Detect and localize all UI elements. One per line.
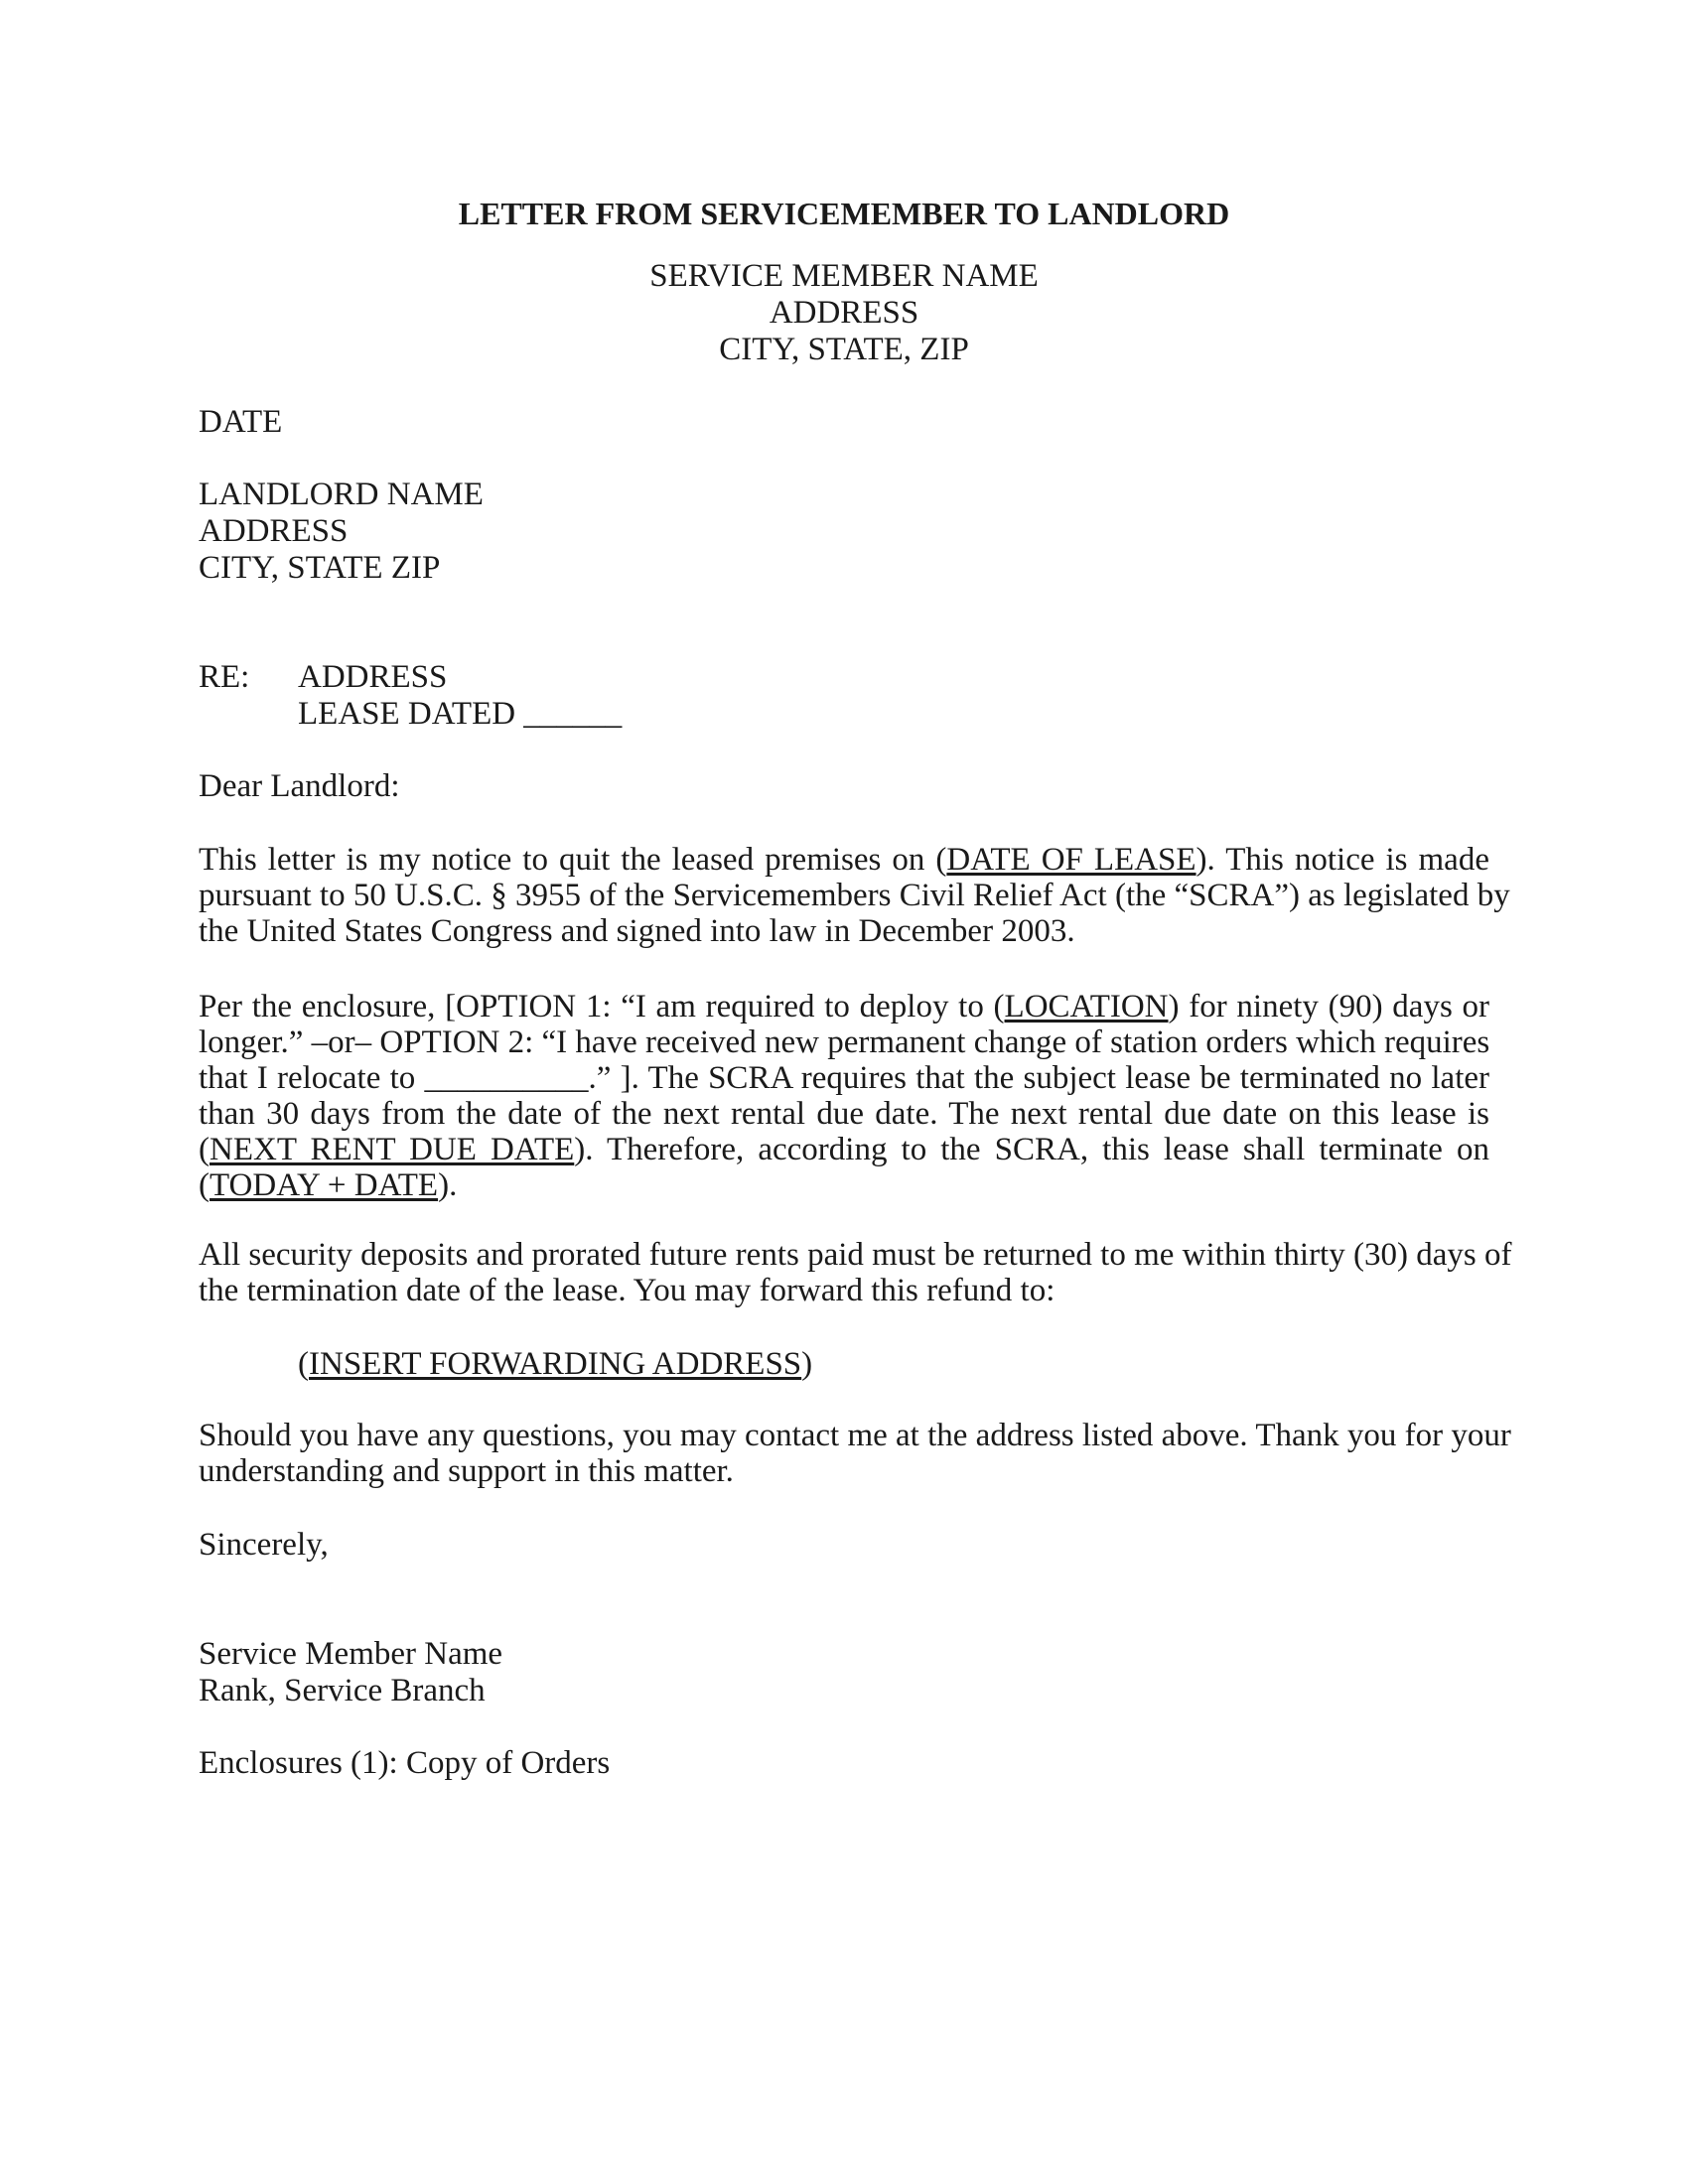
text-run: Per the enclosure, [OPTION 1: “I am required to deploy to ( — [199, 989, 1005, 1024]
paragraph-enclosure — [199, 989, 1489, 1203]
sender-name: SERVICE MEMBER NAME — [649, 258, 1039, 294]
sender-city-state-zip: CITY, STATE, ZIP — [719, 332, 969, 367]
re-label: RE: — [199, 659, 250, 695]
landlord-address-block — [199, 477, 484, 587]
text-run: ) for ninety (90) days or — [1168, 989, 1489, 1024]
forwarding-address-placeholder — [298, 1346, 812, 1382]
forwarding-address-text: INSERT FORWARDING ADDRESS — [309, 1346, 802, 1382]
text-run: ( — [298, 1346, 309, 1382]
text-run: ( — [199, 1132, 210, 1167]
re-address: ADDRESS — [298, 659, 448, 695]
re-lease-dated: LEASE DATED ______ — [298, 696, 623, 732]
sender-address-block — [0, 258, 1688, 368]
text-run: ( — [199, 1167, 210, 1203]
landlord-address: ADDRESS — [199, 513, 349, 549]
paragraph-notice — [199, 842, 1510, 949]
next-rent-due-date-placeholder: NEXT RENT DUE DATE — [210, 1132, 575, 1167]
paragraph-line — [199, 989, 1489, 1024]
paragraph-line: Should you have any questions, you may contact me at the address listed above. Thank you for your — [199, 1418, 1511, 1453]
location-placeholder: LOCATION — [1004, 989, 1169, 1024]
landlord-city-state-zip: CITY, STATE ZIP — [199, 550, 441, 586]
signature-block — [199, 1636, 502, 1709]
text-run: ). This notice is made — [1196, 842, 1489, 878]
signature-rank: Rank, Service Branch — [199, 1673, 486, 1708]
text-run: ). Therefore, according to the SCRA, this lease shall terminate on — [574, 1132, 1489, 1167]
text-run: ). — [438, 1167, 458, 1203]
enclosures-line: Enclosures (1): Copy of Orders — [199, 1745, 611, 1781]
letter-date: DATE — [199, 404, 283, 440]
closing: Sincerely, — [199, 1527, 329, 1563]
re-block — [298, 659, 622, 733]
paragraph-line: that I relocate to __________.” ]. The SCRA requires that the subject lease be terminated no later — [199, 1060, 1489, 1096]
letter-title: LETTER FROM SERVICEMEMBER TO LANDLORD — [458, 196, 1230, 231]
paragraph-line — [199, 1132, 1489, 1167]
paragraph-line: understanding and support in this matter. — [199, 1453, 734, 1489]
paragraph-line: the termination date of the lease. You may forward this refund to: — [199, 1273, 1055, 1308]
paragraph-line: longer.” –or– OPTION 2: “I have received new permanent change of station orders which requires — [199, 1024, 1490, 1060]
paragraph-deposits — [199, 1237, 1512, 1308]
paragraph-line: the United States Congress and signed into law in December 2003. — [199, 913, 1075, 949]
date-of-lease-placeholder: DATE OF LEASE — [946, 842, 1196, 878]
paragraph-line: All security deposits and prorated future rents paid must be returned to me within thirty (30) days of — [199, 1237, 1512, 1273]
sender-address: ADDRESS — [769, 295, 919, 331]
paragraph-line — [199, 842, 1489, 878]
paragraph-line: pursuant to 50 U.S.C. § 3955 of the Servicemembers Civil Relief Act (the “SCRA”) as legislated by — [199, 878, 1510, 913]
paragraph-questions — [199, 1418, 1511, 1489]
signature-name: Service Member Name — [199, 1636, 503, 1672]
text-run: This letter is my notice to quit the leased premises on ( — [199, 842, 947, 878]
paragraph-line — [199, 1167, 1489, 1203]
paragraph-line: than 30 days from the date of the next rental due date. The next rental due date on this lease is — [199, 1096, 1489, 1132]
termination-date-placeholder: TODAY + DATE — [210, 1167, 439, 1203]
text-run: ) — [801, 1346, 813, 1382]
landlord-name: LANDLORD NAME — [199, 477, 484, 512]
salutation: Dear Landlord: — [199, 768, 400, 804]
